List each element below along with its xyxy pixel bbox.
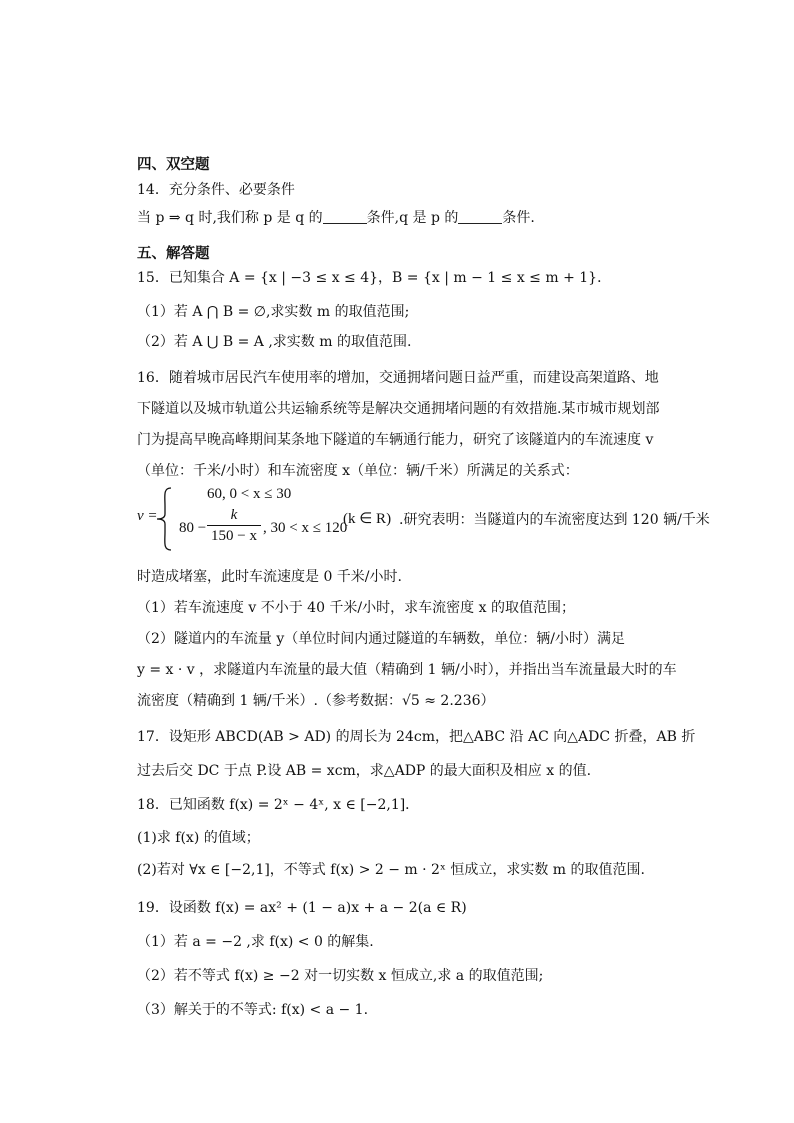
section-heading-solutions: 五、解答题 bbox=[137, 246, 210, 262]
question-16-part-2-line-1: （2）隧道内的车流量 y（单位时间内通过隧道的车辆数，单位：辆/小时）满足 bbox=[137, 631, 625, 647]
question-17-line-1: 17．设矩形 ABCD(AB > AD) 的周长为 24cm，把△ABC 沿 AC 向△ADC 折叠，AB 折 bbox=[137, 729, 696, 745]
section-heading-double-blank: 四、双空题 bbox=[137, 157, 210, 173]
formula-case-2-condition: , 30 < x ≤ 120 bbox=[263, 520, 348, 536]
q14-text-part-c: 条件. bbox=[502, 210, 535, 226]
formula-case-2-const: 80 − bbox=[179, 520, 207, 536]
formula-case-1: 60, 0 < x ≤ 30 bbox=[207, 486, 292, 502]
question-15-stem: 15．已知集合 A = {x | −3 ≤ x ≤ 4}，B = {x | m − 1 ≤ x ≤ m + 1}． bbox=[137, 270, 612, 286]
question-16-line-1: 16．随着城市居民汽车使用率的增加，交通拥堵问题日益严重，而建设高架道路、地 bbox=[137, 370, 659, 386]
q14-text-part-b: 条件,q 是 p 的 bbox=[366, 210, 459, 226]
question-18-stem: 18．已知函数 f(x) = 2ˣ − 4ˣ, x ∈ [−2,1]． bbox=[137, 797, 420, 813]
fraction-denominator: 150 − x bbox=[211, 528, 257, 544]
fraction-numerator: k bbox=[207, 506, 261, 526]
question-19-part-1: （1）若 a = −2 ,求 f(x) < 0 的解集. bbox=[137, 934, 374, 950]
piecewise-formula bbox=[137, 484, 777, 554]
question-15-part-1: （1）若 A ⋂ B = ∅,求实数 m 的取值范围; bbox=[137, 304, 410, 320]
question-16-part-2-line-3: 流密度（精确到 1 辆/千米）.（参考数据：√5 ≈ 2.236） bbox=[137, 693, 495, 709]
formula-parameter-domain: (k ∈ R) bbox=[343, 511, 392, 527]
question-18-part-1: (1)求 f(x) 的值域； bbox=[137, 830, 260, 846]
question-17-line-2: 过去后交 DC 于点 P.设 AB = xcm，求△ADP 的最大面积及相应 x 的值. bbox=[137, 763, 592, 779]
q14-text-part-a: 当 p ⇒ q 时,我们称 p 是 q 的 bbox=[137, 210, 323, 226]
question-14-label: 14．充分条件、必要条件 bbox=[137, 182, 295, 198]
answer-blank-1[interactable] bbox=[323, 209, 367, 224]
question-19-stem: 19．设函数 f(x) = ax² + (1 − a)x + a − 2(a ∈ R) bbox=[137, 900, 467, 916]
answer-blank-2[interactable] bbox=[458, 209, 502, 224]
question-15-part-2: （2）若 A ⋃ B = A ,求实数 m 的取值范围. bbox=[137, 334, 412, 350]
question-18-part-2: (2)若对 ∀x ∈ [−2,1]，不等式 f(x) > 2 − m · 2ˣ 恒成立，求实数 m 的取值范围. bbox=[137, 862, 645, 878]
formula-lhs: v = bbox=[137, 508, 158, 524]
question-16-line-2: 下隧道以及城市轨道公共运输系统等是解决交通拥堵问题的有效措施.某市城市规划部 bbox=[137, 401, 660, 417]
question-19-part-3: （3）解关于的不等式: f(x) < a − 1. bbox=[137, 1002, 369, 1018]
question-16-part-2-line-2: y = x · v ，求隧道内车流量的最大值（精确到 1 辆/小时），并指出当车流量最大时的车 bbox=[137, 662, 677, 678]
question-16-line-5: 时造成堵塞，此时车流速度是 0 千米/小时. bbox=[137, 569, 402, 585]
formula-fraction bbox=[207, 506, 261, 546]
question-16-line-4: （单位：千米/小时）和车流密度 x（单位：辆/千米）所满足的关系式： bbox=[137, 463, 579, 479]
left-brace-icon bbox=[153, 486, 177, 552]
question-16-line-3: 门为提高早晚高峰期间某条地下隧道的车辆通行能力，研究了该隧道内的车流速度 v bbox=[137, 432, 654, 448]
question-16-part-1: （1）若车流速度 v 不小于 40 千米/小时，求车流密度 x 的取值范围； bbox=[137, 600, 575, 616]
question-19-part-2: （2）若不等式 f(x) ≥ −2 对一切实数 x 恒成立,求 a 的取值范围; bbox=[137, 968, 544, 984]
formula-trailing-text: .研究表明：当隧道内的车流密度达到 120 辆/千米 bbox=[399, 512, 710, 528]
question-14-text bbox=[137, 208, 535, 228]
